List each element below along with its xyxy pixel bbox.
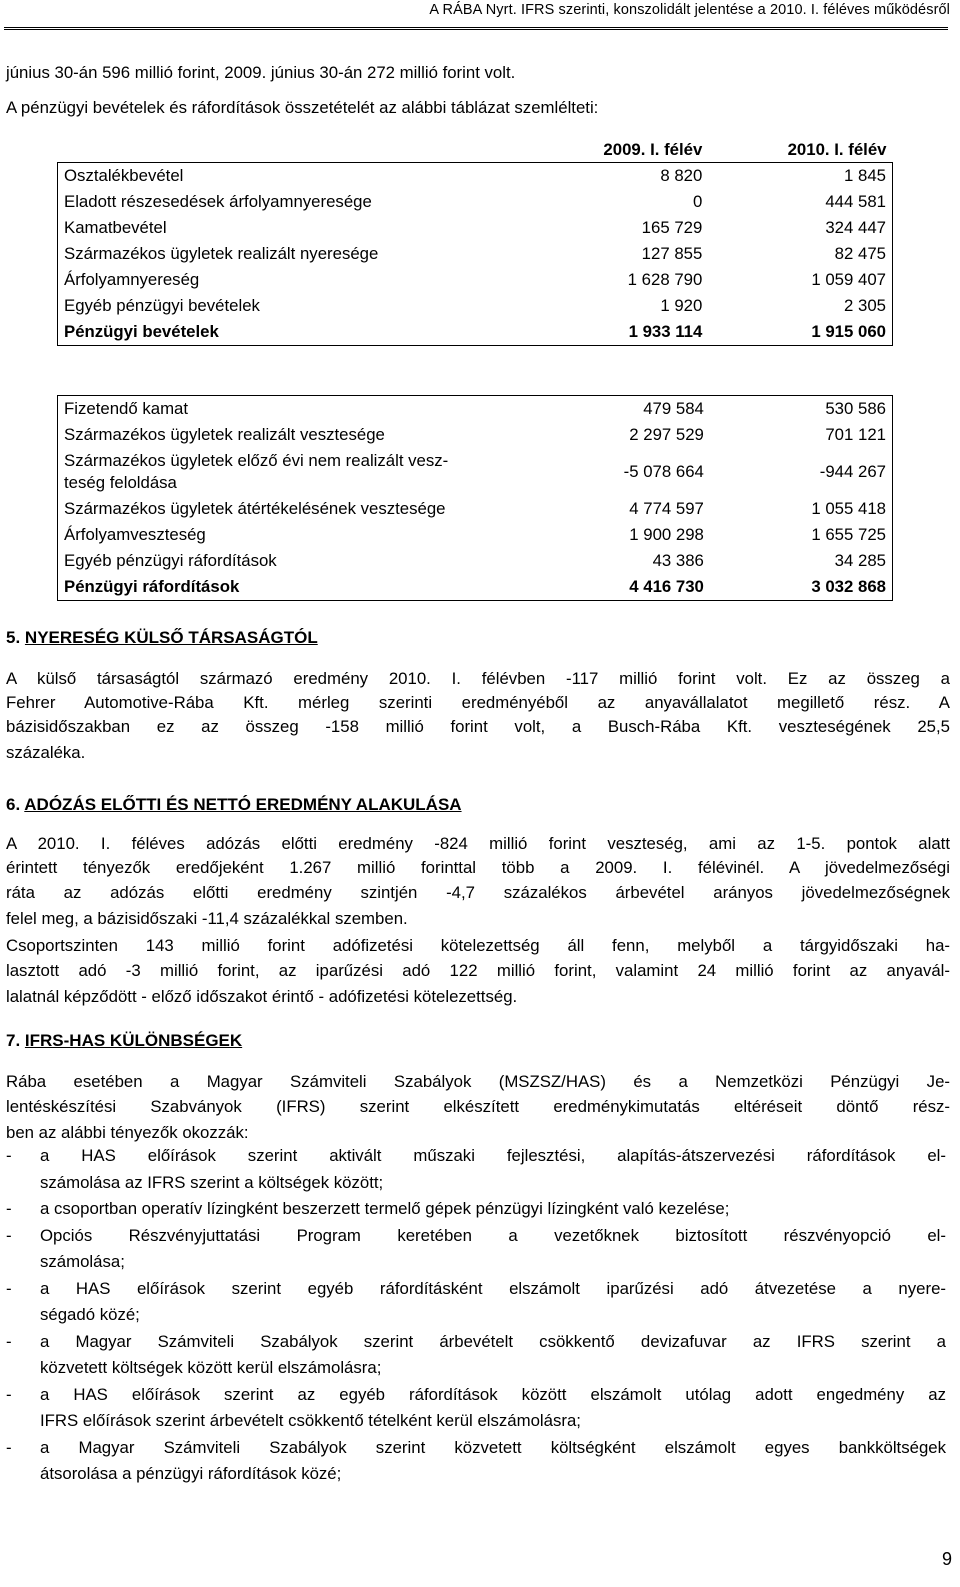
table-row <box>58 215 893 241</box>
bullet-dash: - <box>6 1384 12 1404</box>
total-label: Pénzügyi ráfordítások <box>64 577 240 596</box>
section-7-intro-line: Rába esetében a Magyar Számviteli Szabályok (MSZSZ/HAS) és a Nemzetközi Pénzügyi Je- <box>6 1072 950 1091</box>
table-row <box>58 448 893 496</box>
list-item-line-2: átsorolása a pénzügyi ráfordítások közé; <box>40 1464 342 1483</box>
bullet-dash: - <box>6 1199 12 1218</box>
section-5-line: Fehrer Automotive-Rába Kft. mérleg szerinti eredményéből az anyavállalatot megillető rész. A <box>6 693 950 712</box>
header-rule <box>4 27 948 30</box>
row-value-2010: 82 475 <box>834 244 886 263</box>
row-label: Egyéb pénzügyi ráfordítások <box>64 551 277 570</box>
row-label: Kamatbevétel <box>64 218 167 237</box>
intro-line-2: A pénzügyi bevételek és ráfordítások összetételét az alábbi táblázat szemlélteti: <box>6 98 599 117</box>
row-value-2009: 165 729 <box>641 218 703 237</box>
row-value-2009: 4 774 597 <box>629 499 704 518</box>
row-value-2010: 1 059 407 <box>811 270 886 289</box>
table-row <box>58 496 893 522</box>
list-item-line-1: Opciós Részvényjuttatási Program keretében a vezetőknek biztosított részvényopció el- <box>40 1225 946 1245</box>
list-item-line-2: ségadó közé; <box>40 1305 140 1324</box>
table-row <box>58 163 893 190</box>
list-item <box>6 1382 946 1435</box>
list-item-line-2: IFRS előírások szerint árbevételt csökkentő tételként kerül elszámolásra; <box>40 1411 581 1430</box>
list-item <box>6 1196 946 1223</box>
income-table <box>57 138 893 346</box>
row-label: Egyéb pénzügyi bevételek <box>64 296 260 315</box>
row-label: Árfolyamnyereség <box>64 270 200 289</box>
row-value-2010: 530 586 <box>825 399 886 418</box>
row-value-2010: 1 655 725 <box>811 525 886 544</box>
section-5-line: százaléka. <box>6 743 86 762</box>
row-label: Származékos ügyletek realizált vesztesége <box>64 425 385 444</box>
row-value-2009: 0 <box>692 192 703 211</box>
list-item <box>6 1143 946 1196</box>
row-value-2010: -944 267 <box>819 462 886 481</box>
row-value-2009: 127 855 <box>641 244 703 263</box>
row-label-line-2: teség feloldása <box>64 473 177 492</box>
section-5-title: NYERESÉG KÜLSŐ TÁRSASÁGTÓL <box>24 628 318 647</box>
total-row <box>58 319 893 346</box>
row-value-2009: 2 297 529 <box>629 425 704 444</box>
list-item <box>6 1435 946 1488</box>
section-5-number: 5. <box>6 628 21 647</box>
row-value-2010: 1 845 <box>844 166 886 185</box>
row-value-2009: 8 820 <box>660 166 703 185</box>
table-row <box>58 241 893 267</box>
list-item-line-1: a Magyar Számviteli Szabályok szerint árbevételt csökkentő devizafuvar az IFRS szerint a <box>40 1331 946 1351</box>
table-row <box>58 422 893 448</box>
total-value-2010: 3 032 868 <box>811 577 886 596</box>
bullet-dash: - <box>6 1146 12 1165</box>
row-label: Osztalékbevétel <box>64 166 184 185</box>
bullet-dash: - <box>6 1278 12 1298</box>
section-6-line: Csoportszinten 143 millió forint adófizetési kötelezettség áll fenn, melyből a tárgyidőszaki ha- <box>6 936 950 955</box>
list-item <box>6 1329 946 1382</box>
total-label: Pénzügyi bevételek <box>64 322 219 341</box>
row-value-2010: 2 305 <box>844 296 886 315</box>
section-5-line: bázisidőszakban ez az összeg -158 millió forint volt, a Busch-Rába Kft. veszteségének 25,5 <box>6 717 950 736</box>
table-row <box>58 267 893 293</box>
bullet-dash: - <box>6 1331 12 1351</box>
row-label: Származékos ügyletek átértékelésének vesztesége <box>64 499 446 518</box>
row-value-2009: 1 920 <box>660 296 703 315</box>
section-5-heading <box>6 628 318 648</box>
section-7-intro-line: lentéskészítési Szabványok (IFRS) szerint elkészített eredménykimutatás eltéréseit döntő rész- <box>6 1097 950 1116</box>
row-label-line-1: Származékos ügyletek előző évi nem realizált vesz- <box>64 451 449 470</box>
section-6-number: 6. <box>6 795 21 814</box>
row-label: Eladott részesedések árfolyamnyeresége <box>64 192 372 211</box>
row-value-2010: 34 285 <box>834 551 886 570</box>
list-item-line-2: közvetett költségek között kerül elszámolásra; <box>40 1358 382 1377</box>
row-value-2010: 444 581 <box>825 192 886 211</box>
section-7-heading <box>6 1031 242 1051</box>
page-header: A RÁBA Nyrt. IFRS szerinti, konszolidált jelentése a 2010. I. féléves működésről <box>429 2 950 18</box>
row-value-2009: 479 584 <box>643 399 704 418</box>
section-7-intro-line: ben az alábbi tényezők okozzák: <box>6 1123 249 1142</box>
section-6-line: érintett tényezők eredőjeként 1.267 millió forinttal több a 2009. I. félévinél. A jövedelmezőségi <box>6 858 950 877</box>
row-value-2009: 1 900 298 <box>629 525 704 544</box>
list-item-line-2: számolása; <box>40 1252 125 1271</box>
section-5-line: A külső társaságtól származó eredmény 2010. I. félévben -117 millió forint volt. Ez az összeg a <box>6 669 950 688</box>
section-6-heading <box>6 795 462 815</box>
table-row <box>58 293 893 319</box>
row-value-2009: 1 628 790 <box>627 270 703 289</box>
section-6-title: ADÓZÁS ELŐTTI ÉS NETTÓ EREDMÉNY ALAKULÁSA <box>24 795 462 814</box>
row-value-2009: 43 386 <box>652 551 704 570</box>
list-item <box>6 1276 946 1329</box>
total-row <box>58 574 893 601</box>
row-value-2009: -5 078 664 <box>623 462 704 481</box>
list-item-line-1: a HAS előírások szerint egyéb ráfordításként elszámolt iparűzési adó átvezetése a nyere- <box>40 1278 946 1298</box>
list-item-line-1: a HAS előírások szerint az egyéb ráfordítások között elszámolt utólag adott engedmény az <box>40 1384 946 1404</box>
table-row <box>58 548 893 574</box>
income-table-header <box>58 138 893 163</box>
row-value-2010: 1 055 418 <box>811 499 886 518</box>
bullet-dash: - <box>6 1437 12 1457</box>
list-item <box>6 1223 946 1276</box>
total-value-2009: 1 933 114 <box>628 322 703 341</box>
total-value-2010: 1 915 060 <box>811 322 886 341</box>
difference-list <box>6 1143 946 1488</box>
list-item-line-1: a Magyar Számviteli Szabályok szerint közvetett költségként elszámolt egyes bankköltségek <box>40 1437 946 1457</box>
intro-line-1: június 30-án 596 millió forint, 2009. június 30-án 272 millió forint volt. <box>6 63 516 82</box>
section-7-title: IFRS-HAS KÜLÖNBSÉGEK <box>24 1031 243 1050</box>
bullet-dash: - <box>6 1225 12 1245</box>
table-row <box>58 396 893 423</box>
page-number: 9 <box>941 1549 952 1569</box>
section-6-line: lalatnál képződött - előző időszakot érintő - adófizetési kötelezettség. <box>6 987 518 1006</box>
table-row <box>58 522 893 548</box>
header-blank <box>58 138 525 163</box>
table-row <box>58 189 893 215</box>
list-item-line-1: a HAS előírások szerint aktivált műszaki fejlesztési, alapítás-átszervezési ráfordítások el- <box>40 1146 946 1165</box>
section-7-number: 7. <box>6 1031 21 1050</box>
list-item-line-1: a csoportban operatív lízingként beszerzett termelő gépek pénzügyi lízingként való kezelése; <box>40 1199 730 1218</box>
row-value-2010: 324 447 <box>825 218 886 237</box>
row-label <box>58 448 528 496</box>
list-item-line-2: számolása az IFRS szerint a költségek között; <box>40 1172 384 1192</box>
total-value-2009: 4 416 730 <box>629 577 704 596</box>
section-6-line: felel meg, a bázisidőszaki -11,4 százalékkal szemben. <box>6 909 408 928</box>
section-6-line: ráta az adózás előtti eredmény szintjén -4,7 százalékos árbevétel arányos jövedelmezőségnek <box>6 883 950 902</box>
cost-table <box>57 395 893 601</box>
row-value-2010: 701 121 <box>825 425 886 444</box>
row-label: Fizetendő kamat <box>64 399 189 418</box>
col-header-2009: 2009. I. félév <box>603 140 703 159</box>
section-6-line: lasztott adó -3 millió forint, az iparűzési adó 122 millió forint, valamint 24 millió forint az anyavál- <box>6 961 950 980</box>
row-label: Árfolyamveszteség <box>64 525 206 544</box>
col-header-2010: 2010. I. félév <box>787 140 887 159</box>
section-6-line: A 2010. I. féléves adózás előtti eredmény -824 millió forint veszteség, ami az 1-5. pontok alatt <box>6 834 950 853</box>
row-label: Származékos ügyletek realizált nyeresége <box>64 244 379 263</box>
